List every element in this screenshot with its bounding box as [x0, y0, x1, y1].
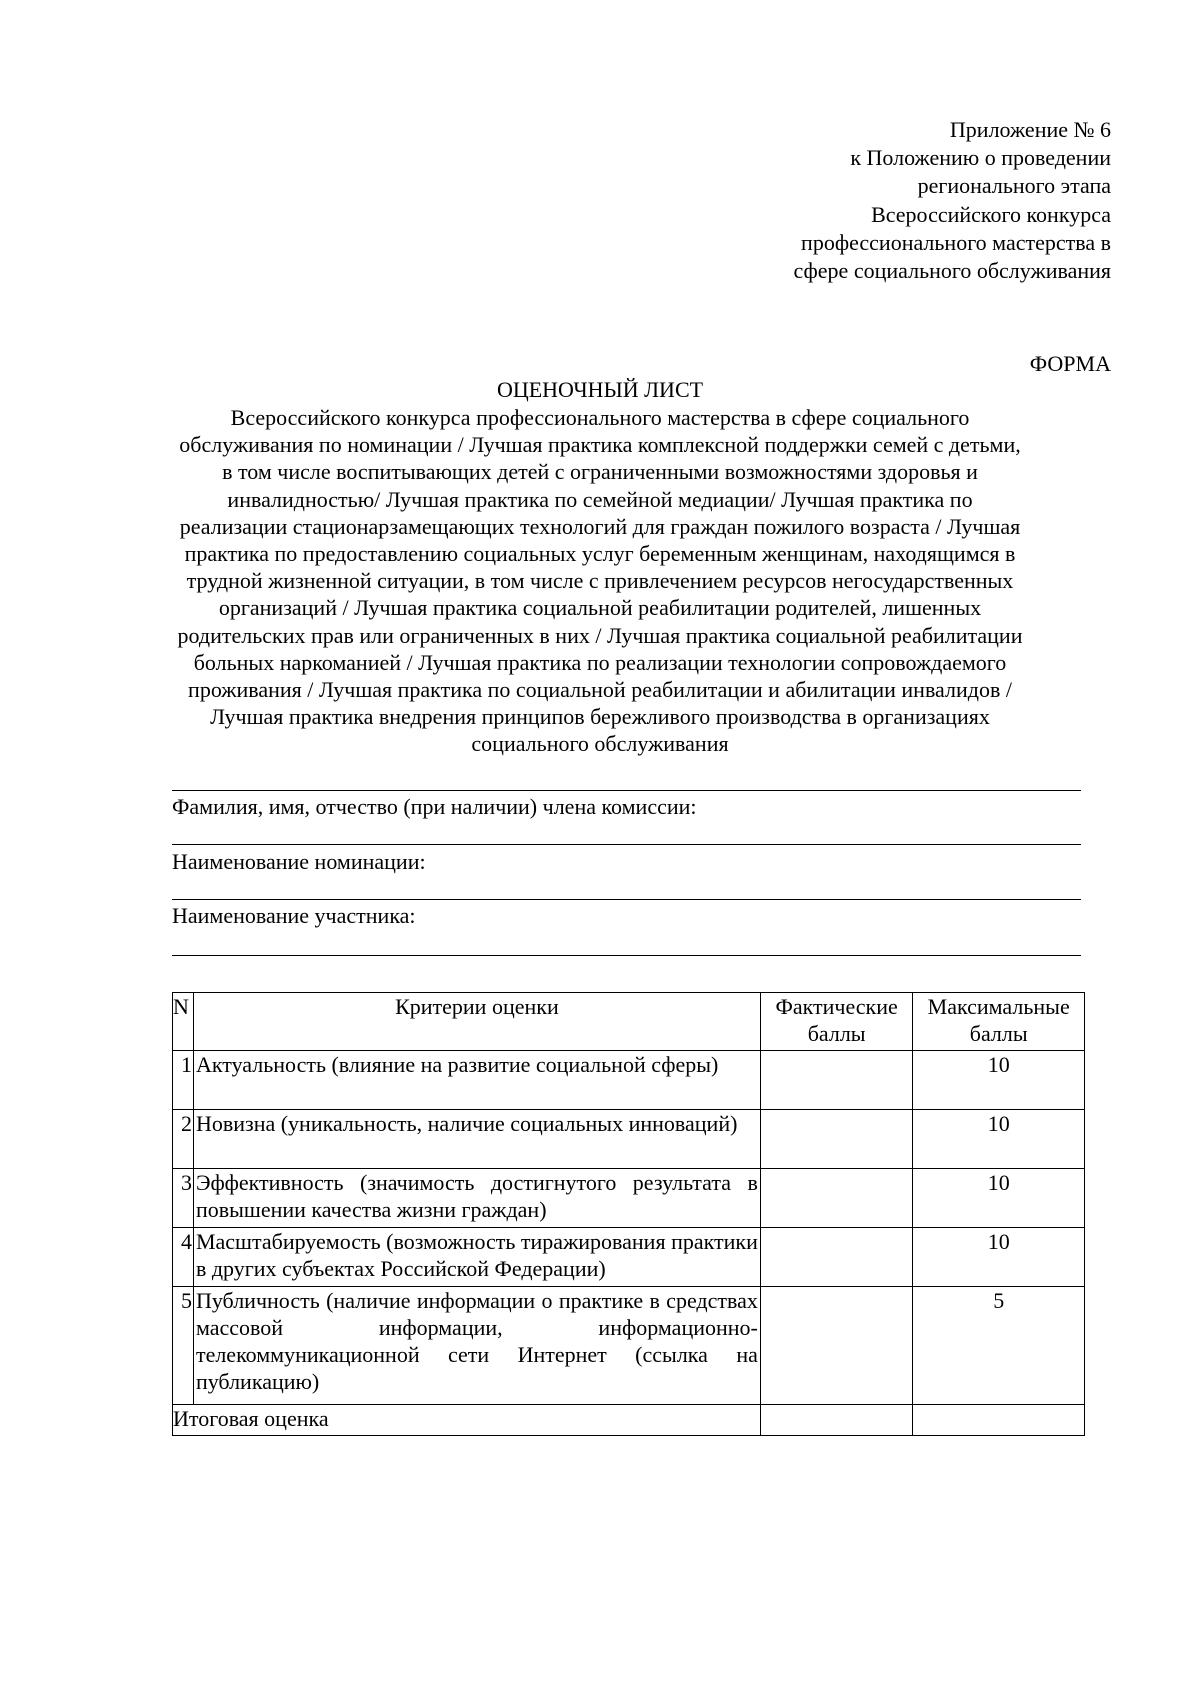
subtitle-line: реализации стационарзамещающих технологий для граждан пожилого возраста / Лучшая	[179, 513, 1021, 539]
row-criterion: Масштабируемость (возможность тиражирования практики в других субъектах Российской Федерации)	[193, 1228, 760, 1287]
subtitle-line: социального обслуживания	[471, 731, 729, 757]
subtitle-line: в том числе воспитывающих детей с ограниченными возможностями здоровья и	[222, 459, 978, 485]
actual-score-cell[interactable]	[760, 1169, 913, 1228]
table-header-row	[173, 993, 1085, 1051]
row-number: 5	[173, 1287, 194, 1405]
nomination-line[interactable]	[172, 899, 1081, 900]
subtitle-line: организаций / Лучшая практика социальной реабилитации родителей, лишенных	[218, 595, 982, 621]
appendix-line: сфере социального обслуживания	[793, 258, 1111, 284]
actual-score-cell[interactable]	[760, 1051, 913, 1110]
document-subtitle	[150, 404, 1050, 758]
appendix-line: профессионального мастерства в	[801, 229, 1111, 255]
appendix-line: Приложение № 6	[949, 117, 1111, 142]
table-row	[173, 1287, 1085, 1405]
row-criterion: Эффективность (значимость достигнутого результата в повышении качества жизни граждан)	[193, 1169, 760, 1228]
row-criterion: Актуальность (влияние на развитие социальной сферы)	[193, 1051, 760, 1110]
appendix-line: регионального этапа	[917, 173, 1111, 199]
subtitle-line: проживания / Лучшая практика по социальной реабилитации и абилитации инвалидов /	[188, 677, 1012, 703]
subtitle-line: трудной жизненной ситуации, в том числе с привлечением ресурсов негосударственных	[186, 568, 1014, 594]
header-criteria: Критерии оценки	[193, 993, 760, 1051]
max-score-cell: 5	[913, 1287, 1085, 1405]
row-number: 1	[173, 1051, 194, 1110]
subtitle-line: больных наркоманией / Лучшая практика по реализации технологии сопровождаемого	[193, 649, 1007, 675]
header-actual-score: Фактические баллы	[760, 993, 913, 1051]
total-label: Итоговая оценка	[173, 1405, 761, 1436]
max-score-cell: 10	[913, 1169, 1085, 1228]
max-score-cell: 10	[913, 1110, 1085, 1169]
commission-member-line[interactable]	[172, 844, 1081, 845]
subtitle-line: обслуживания по номинации / Лучшая практика комплексной поддержки семей с детьми,	[179, 432, 1021, 458]
row-number: 3	[173, 1169, 194, 1228]
appendix-block	[794, 116, 1112, 285]
header-number: N	[173, 993, 194, 1051]
header-max-score: Максимальные баллы	[913, 993, 1085, 1051]
criteria-table	[172, 992, 1085, 1436]
total-max-cell	[913, 1405, 1085, 1436]
actual-score-cell[interactable]	[760, 1228, 913, 1287]
table-row	[173, 1228, 1085, 1287]
actual-score-cell[interactable]	[760, 1287, 913, 1405]
table-row	[173, 1051, 1085, 1110]
document-title: ОЦЕНОЧНЫЙ ЛИСТ	[496, 377, 704, 402]
row-number: 4	[173, 1228, 194, 1287]
total-row	[173, 1405, 1085, 1436]
row-criterion: Публичность (наличие информации о практике в средствах массовой информации, информационно-телекоммуникационной сети Интернет (ссылка на публикацию)	[193, 1287, 760, 1405]
appendix-line: к Положению о проведении	[850, 145, 1111, 171]
max-score-cell: 10	[913, 1228, 1085, 1287]
appendix-line: Всероссийского конкурса	[871, 201, 1111, 227]
row-number: 2	[173, 1110, 194, 1169]
form-label: ФОРМА	[1029, 351, 1111, 376]
participant-line[interactable]	[172, 955, 1081, 956]
commission-member-label: Фамилия, имя, отчество (при наличии) члена комиссии:	[172, 794, 697, 819]
subtitle-line: инвалидностью/ Лучшая практика по семейной медиации/ Лучшая практика по	[227, 486, 973, 512]
subtitle-line: Всероссийского конкурса профессионального мастерства в сфере социального	[230, 405, 970, 430]
participant-label: Наименование участника:	[172, 903, 416, 928]
total-actual-cell[interactable]	[760, 1405, 913, 1436]
max-score-cell: 10	[913, 1051, 1085, 1110]
subtitle-line: практика по предоставлению социальных услуг беременным женщинам, находящимся в	[184, 541, 1016, 567]
table-row	[173, 1169, 1085, 1228]
divider-line	[172, 790, 1081, 791]
table-row	[173, 1110, 1085, 1169]
nomination-label: Наименование номинации:	[172, 849, 426, 874]
subtitle-line: Лучшая практика внедрения принципов бережливого производства в организациях	[210, 704, 990, 730]
row-criterion: Новизна (уникальность, наличие социальных инноваций)	[193, 1110, 760, 1169]
subtitle-line: родительских прав или ограниченных в них / Лучшая практика социальной реабилитации	[177, 622, 1023, 648]
actual-score-cell[interactable]	[760, 1110, 913, 1169]
